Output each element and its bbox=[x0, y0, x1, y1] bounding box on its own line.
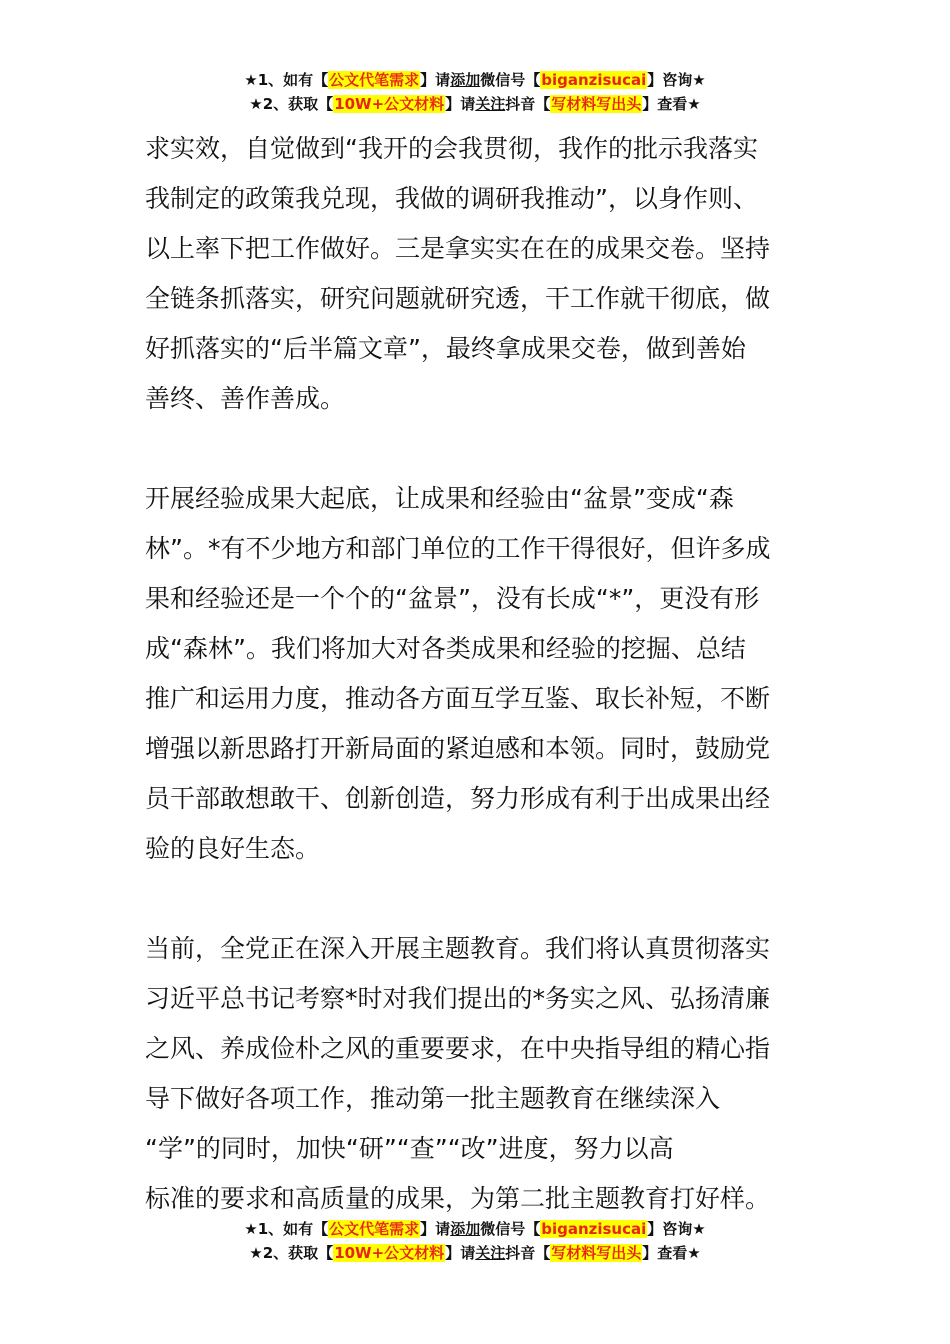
banner-text: 】请 bbox=[420, 71, 451, 89]
paragraph-gap bbox=[145, 424, 810, 474]
banner-text: 抖音【 bbox=[505, 1244, 551, 1262]
banner-text: 抖音【 bbox=[505, 95, 551, 113]
text-line: 我制定的政策我兑现，我做的调研我推动”，以身作则、 bbox=[145, 184, 758, 213]
text-line: 林”。*有不少地方和部门单位的工作干得很好，但许多成 bbox=[145, 534, 771, 563]
banner-highlight-service: 公文代笔需求 bbox=[329, 1220, 420, 1238]
banner-text: ★2、获取【 bbox=[249, 95, 334, 113]
banner-text: ★2、获取【 bbox=[249, 1244, 334, 1262]
paragraph-1 bbox=[145, 124, 810, 424]
text-line: 好抓落实的“后半篇文章”，最终拿成果交卷，做到善始 bbox=[145, 334, 746, 363]
text-line: 员干部敢想敢干、创新创造，努力形成有利于出成果出经 bbox=[145, 784, 771, 813]
banner-line-1 bbox=[0, 1217, 950, 1241]
banner-underlined-text: 添加 bbox=[450, 1220, 481, 1238]
paragraph-gap bbox=[145, 874, 810, 924]
text-line: 当前，全党正在深入开展主题教育。我们将认真贯彻落实 bbox=[145, 934, 771, 963]
header-banner bbox=[0, 68, 950, 116]
banner-line-2 bbox=[0, 1241, 950, 1265]
banner-text: 】查看★ bbox=[642, 95, 701, 113]
banner-text: 】请 bbox=[420, 1220, 451, 1238]
banner-highlight-douyin: 写材料写出头 bbox=[551, 1244, 642, 1262]
footer-banner bbox=[0, 1217, 950, 1265]
banner-text: ★1、如有【 bbox=[244, 71, 329, 89]
banner-highlight-service: 公文代笔需求 bbox=[329, 71, 420, 89]
text-line: 善终、善作善成。 bbox=[145, 384, 346, 413]
text-line: 验的良好生态。 bbox=[145, 834, 321, 863]
text-line: 全链条抓落实，研究问题就研究透，干工作就干彻底，做 bbox=[145, 284, 771, 313]
banner-text: ★1、如有【 bbox=[244, 1220, 329, 1238]
text-line: “学”的同时，加快“研”“查”“改”进度，努力以高 bbox=[145, 1134, 674, 1163]
text-line: 果和经验还是一个个的“盆景”，没有长成“*”，更没有形 bbox=[145, 584, 760, 613]
text-line: 导下做好各项工作，推动第一批主题教育在继续深入 bbox=[145, 1084, 721, 1113]
banner-text: 】咨询★ bbox=[647, 71, 706, 89]
banner-line-1 bbox=[0, 68, 950, 92]
banner-text: 】查看★ bbox=[642, 1244, 701, 1262]
text-line: 求实效，自觉做到“我开的会我贯彻，我作的批示我落实 bbox=[145, 134, 758, 163]
text-line: 以上率下把工作做好。三是拿实实在在的成果交卷。坚持 bbox=[145, 234, 771, 263]
banner-underlined-text: 添加 bbox=[450, 71, 481, 89]
text-line: 标准的要求和高质量的成果，为第二批主题教育打好样。 bbox=[145, 1184, 771, 1213]
banner-text: 微信号【 bbox=[480, 1220, 541, 1238]
banner-text: 】请 bbox=[445, 95, 476, 113]
text-line: 增强以新思路打开新局面的紧迫感和本领。同时，鼓励党 bbox=[145, 734, 771, 763]
banner-line-2 bbox=[0, 92, 950, 116]
text-line: 开展经验成果大起底，让成果和经验由“盆景”变成“森 bbox=[145, 484, 734, 513]
banner-highlight-materials: 10W+公文材料 bbox=[334, 95, 445, 113]
banner-text: 】请 bbox=[445, 1244, 476, 1262]
text-line: 习近平总书记考察*时对我们提出的*务实之风、弘扬清廉 bbox=[145, 984, 771, 1013]
banner-text: 微信号【 bbox=[480, 71, 541, 89]
paragraph-2 bbox=[145, 474, 810, 874]
banner-highlight-douyin: 写材料写出头 bbox=[551, 95, 642, 113]
banner-underlined-text: 关注 bbox=[475, 95, 506, 113]
text-line: 推广和运用力度，推动各方面互学互鉴、取长补短，不断 bbox=[145, 684, 771, 713]
banner-text: 】咨询★ bbox=[647, 1220, 706, 1238]
paragraph-3 bbox=[145, 924, 810, 1224]
banner-underlined-text: 关注 bbox=[475, 1244, 506, 1262]
banner-highlight-wechat-id: biganzisucai bbox=[541, 1220, 647, 1238]
document-body bbox=[145, 124, 810, 1224]
banner-highlight-materials: 10W+公文材料 bbox=[334, 1244, 445, 1262]
text-line: 之风、养成俭朴之风的重要要求，在中央指导组的精心指 bbox=[145, 1034, 771, 1063]
text-line: 成“森林”。我们将加大对各类成果和经验的挖掘、总结 bbox=[145, 634, 746, 663]
banner-highlight-wechat-id: biganzisucai bbox=[541, 71, 647, 89]
